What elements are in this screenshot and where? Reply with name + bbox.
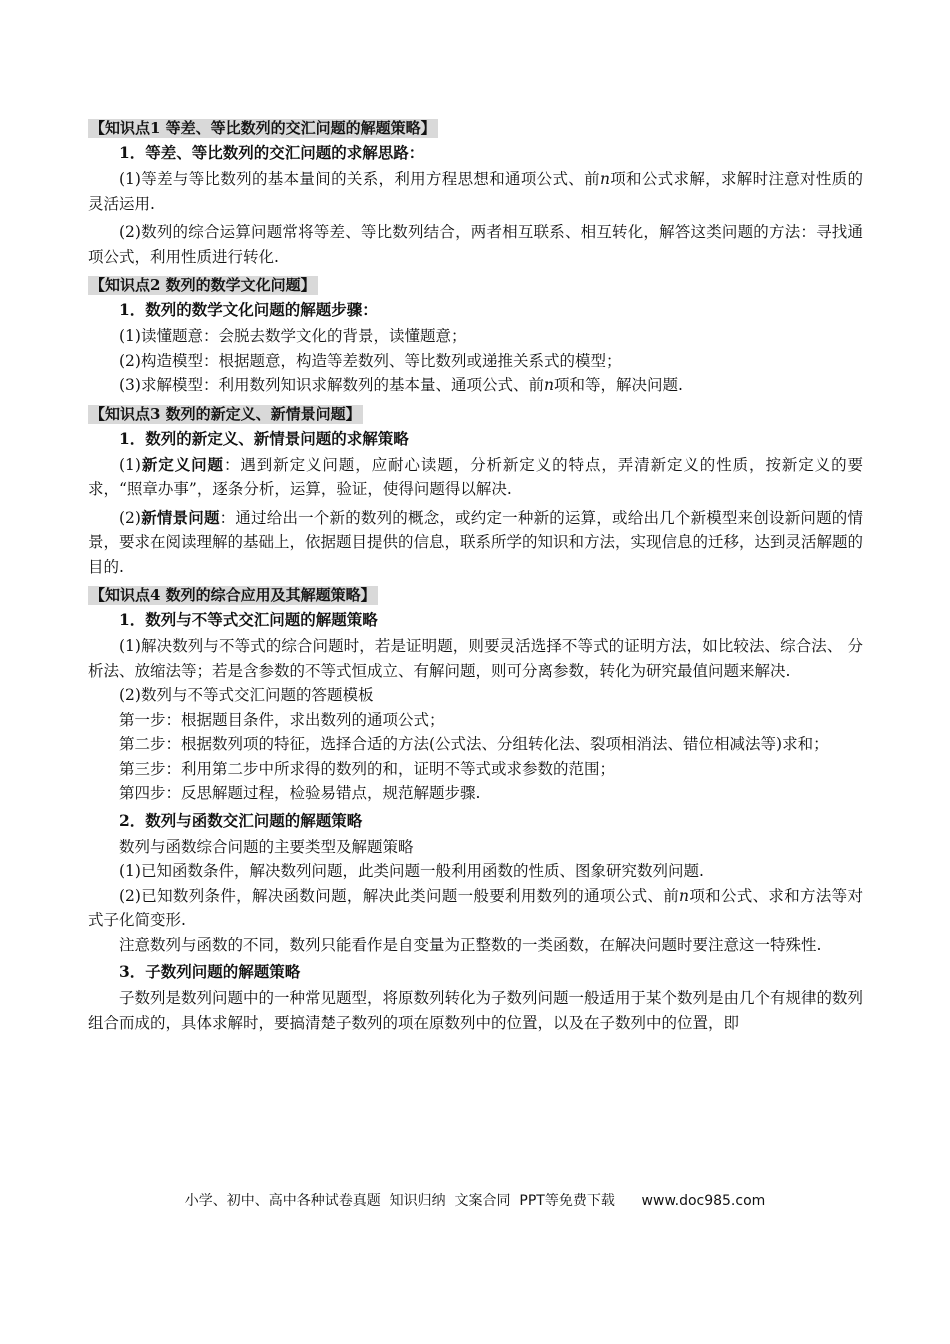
paragraph: 第三步：利用第二步中所求得的数列的和，证明不等式或求参数的范围；	[119, 759, 616, 778]
paragraph: (1)读懂题意：会脱去数学文化的背景，读懂题意；	[119, 327, 467, 345]
section-header: 【知识点4 数列的综合应用及其解题策略】	[90, 586, 376, 604]
paragraph: 子数列是数列问题中的一种常见题型，将原数列转化为子数列问题一般适用于某个数列是由几个有规律的数列组合而成的，具体求解时，要搞清楚子数列的项在原数列中的位置，以及在子数列中的位置，即	[88, 989, 864, 1032]
paragraph: (2)已知数列条件，解决函数问题，解决此类问题一般要利用数列的通项公式、前n项和公式、求和方法等对式子化简变形.	[88, 886, 863, 929]
subheading: 1．等差、等比数列的交汇问题的求解思路：	[119, 143, 425, 162]
paragraph: (2)新情景问题：通过给出一个新的数列的概念，或约定一种新的运算，或给出几个新模型来创设新问题的情景，要求在阅读理解的基础上，依据题目提供的信息，联系所学的知识和方法，实现信息的迁移，达到灵活解题的目的.	[88, 507, 864, 576]
paragraph: (1)解决数列与不等式的综合问题时，若是证明题，则要灵活选择不等式的证明方法，如比较法、综合法、 分析法、放缩法等；若是含参数的不等式恒成立、有解问题，则可分离参数，转化为研究最值问题来解决.	[88, 637, 863, 680]
paragraph: (1)等差与等比数列的基本量间的关系，利用方程思想和通项公式、前n项和公式求解，求解时注意对性质的灵活运用.	[88, 170, 863, 213]
paragraph: (1)新定义问题：遇到新定义问题，应耐心读题，分析新定义的特点，弄清新定义的性质，按新定义的要求，“照章办事”，逐条分析，运算，验证，使得问题得以解决.	[88, 454, 863, 498]
section-header: 【知识点1 等差、等比数列的交汇问题的解题策略】	[90, 119, 436, 137]
page-footer	[0, 1190, 950, 1210]
footer-url[interactable]: www.doc985.com	[641, 1193, 766, 1209]
subheading: 2．数列与函数交汇问题的解题策略	[119, 810, 363, 830]
subheading: 1．数列的数学文化问题的解题步骤：	[119, 300, 378, 319]
section-2	[88, 275, 863, 398]
paragraph: 注意数列与函数的不同，数列只能看作是自变量为正整数的一类函数，在解决问题时要注意这一特殊性.	[119, 935, 822, 954]
paragraph: 第二步：根据数列项的特征，选择合适的方法(公式法、分组转化法、裂项相消法、错位相减法等)求和；	[119, 735, 829, 753]
paragraph: 数列与函数综合问题的主要类型及解题策略	[119, 837, 414, 856]
paragraph: (2)数列的综合运算问题常将等差、等比数列结合，两者相互联系、相互转化，解答这类问题的方法：寻找通项公式，利用性质进行转化.	[88, 223, 863, 266]
paragraph: 第四步：反思解题过程，检验易错点，规范解题步骤.	[119, 784, 481, 802]
paragraph: (2)数列与不等式交汇问题的答题模板	[119, 686, 374, 704]
subheading: 1．数列的新定义、新情景问题的求解策略	[119, 428, 409, 448]
subheading: 1．数列与不等式交汇问题的解题策略	[119, 610, 378, 629]
subheading: 3．子数列问题的解题策略	[119, 962, 301, 981]
section-4	[88, 585, 863, 1035]
paragraph: (1)已知函数条件，解决数列问题，此类问题一般利用函数的性质、图象研究数列问题.	[119, 862, 704, 880]
footer-text: 小学、初中、高中各种试卷真题 知识归纳 文案合同 PPT等免费下载	[184, 1193, 615, 1209]
paragraph: (3)求解模型：利用数列知识求解数列的基本量、通项公式、前n项和等，解决问题.	[119, 376, 683, 394]
paragraph: 第一步：根据题目条件，求出数列的通项公式；	[119, 710, 445, 729]
section-1	[88, 118, 863, 269]
section-header: 【知识点3 数列的新定义、新情景问题】	[90, 404, 361, 423]
section-3	[88, 404, 863, 580]
document-body	[88, 118, 863, 1041]
section-header: 【知识点2 数列的数学文化问题】	[90, 276, 316, 294]
paragraph: (2)构造模型：根据题意，构造等差数列、等比数列或递推关系式的模型；	[119, 351, 622, 370]
